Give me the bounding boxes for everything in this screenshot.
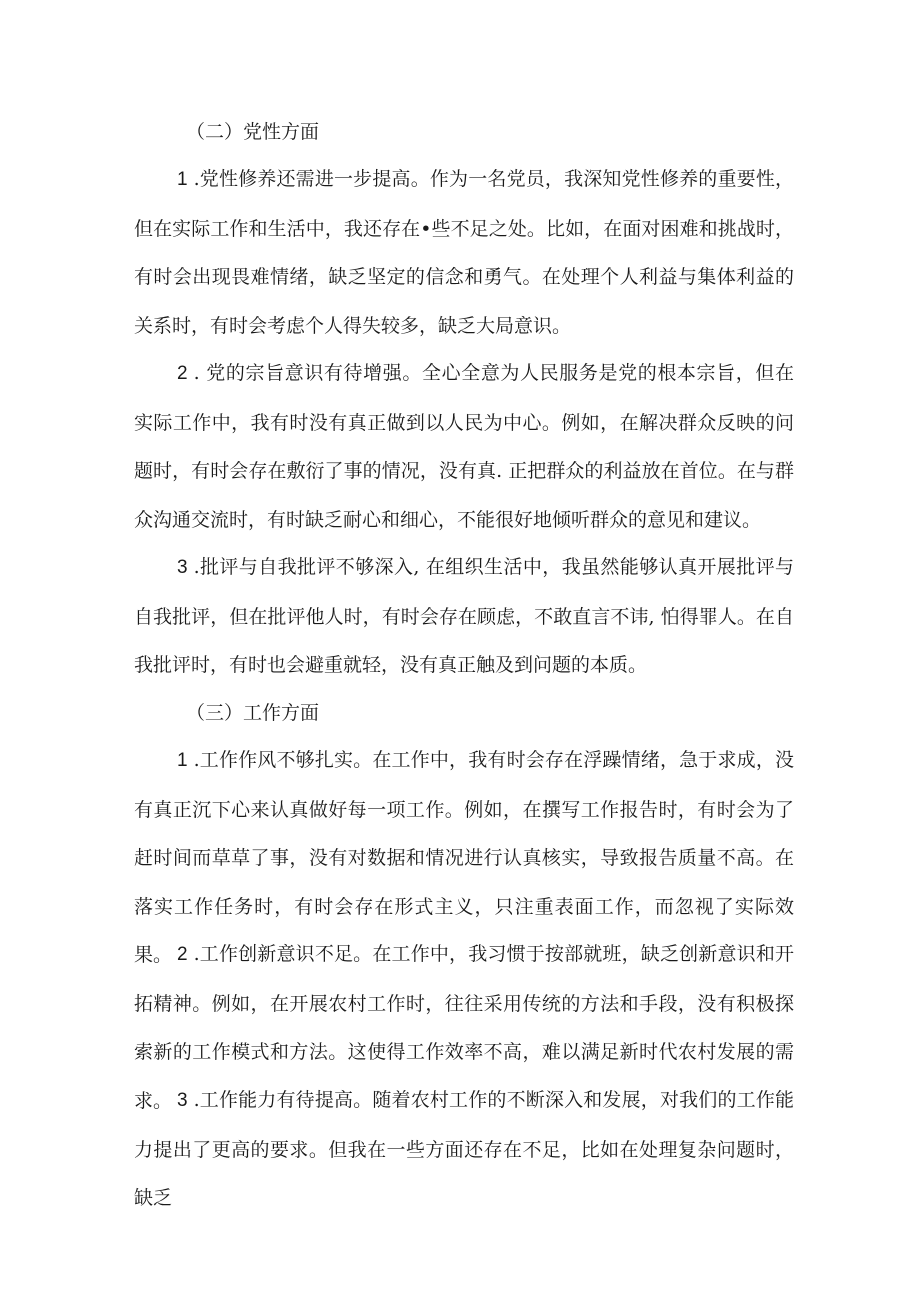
paragraph-work-3 <box>134 1076 794 1223</box>
paragraph-number: 2 <box>177 363 188 384</box>
paragraph-number: 1 <box>177 750 188 771</box>
paragraph-number: 3 <box>177 557 188 578</box>
section-title-work: （三）工作方面 <box>186 702 320 724</box>
paragraph-party-3 <box>134 543 794 690</box>
section-title-party-spirit: （二）党性方面 <box>186 121 320 143</box>
paragraph-party-1 <box>134 155 794 350</box>
paragraph-text: .批评与自我批评不够深入, 在组织生活中，我虽然能够认真开展批评与自我批评，但在批评他人时，有时会存在顾虑，不敢直言不讳, 怕得罪人。在自我批评时，有时也会避重就轻，没有真正触及到问题的本质。 <box>134 556 794 676</box>
paragraph-number: 3 <box>177 1090 188 1111</box>
paragraph-text: .工作能力有待提高。随着农村工作的不断深入和发展，对我们的工作能力提出了更高的要求。但我在一些方面还存在不足，比如在处理复杂问题时，缺乏 <box>134 1089 794 1209</box>
paragraph-text: .工作创新意识不足。在工作中，我习惯于按部就班，缺乏创新意识和开拓精神。例如，在开展农村工作时，往往采用传统的方法和手段，没有积极探索新的工作模式和方法。这使得工作效率不高，难以满足新时代农村发展的需求。 <box>134 943 794 1112</box>
paragraph-text: .工作作风不够扎实。在工作中，我有时会存在浮躁情绪，急于求成，没有真正沉下心来认真做好每一项工作。例如，在撰写工作报告时，有时会为了赶时间而草草了事，没有对数据和情况进行认真核实，导致报告质量不高。在落实工作任务时，有时会存在形式主义，只注重表面工作，而忽视了实际效果。 <box>134 749 794 966</box>
paragraph-text: . 党的宗旨意识有待增强。全心全意为人民服务是党的根本宗旨，但在实际工作中，我有时没有真正做到以人民为中心。例如，在解决群众反映的问题时，有时会存在敷衍了事的情况，没有真. 正把群众的利益放在首位。在与群众沟通交流时，有时缺乏耐心和细心，不能很好地倾听群众的意见和建议。 <box>134 362 794 531</box>
paragraph-text: .党性修养还需进一步提高。作为一名党员，我深知党性修养的重要性，但在实际工作和生活中，我还存在•些不足之处。比如，在面对困难和挑战时，有时会出现畏难情绪，缺乏坚定的信念和勇气。在处理个人利益与集体利益的关系时，有时会考虑个人得失较多，缺乏大局意识。 <box>134 168 794 337</box>
paragraph-party-2 <box>134 349 794 544</box>
paragraph-number: 2 <box>177 944 188 965</box>
paragraph-number: 1 <box>177 169 188 190</box>
